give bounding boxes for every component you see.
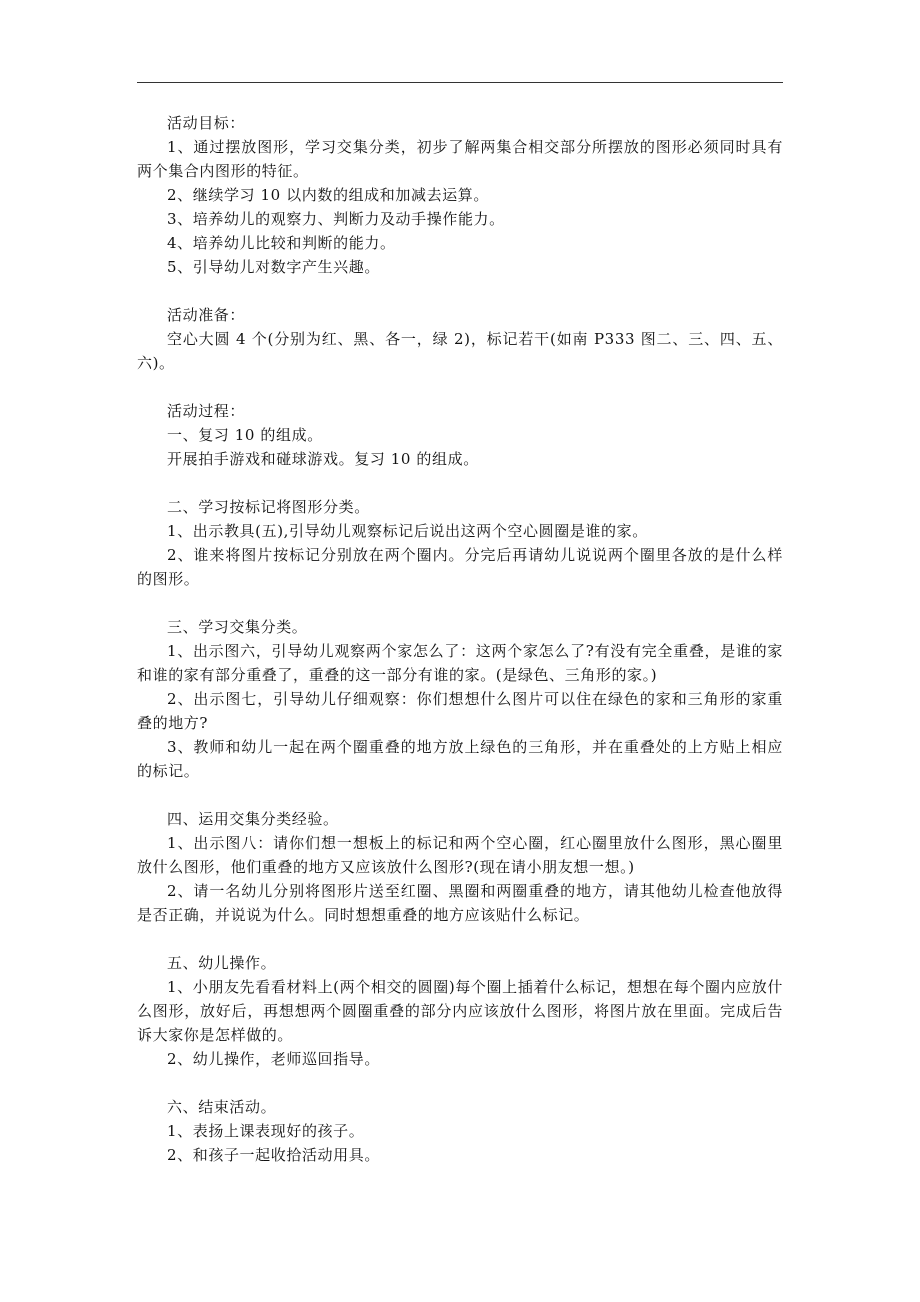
header-rule bbox=[137, 82, 783, 83]
goal-item: 3、培养幼儿的观察力、判断力及动手操作能力。 bbox=[167, 210, 505, 228]
goal-item: 1、通过摆放图形，学习交集分类，初步了解两集合相交部分所摆放的图形必须同时具有两个集合内图形的特征。 bbox=[137, 138, 783, 180]
step-title: 一、复习 10 的组成。 bbox=[167, 426, 323, 444]
document-body bbox=[137, 111, 783, 1167]
step-title: 五、幼儿操作。 bbox=[167, 954, 277, 972]
step-item: 2、出示图七，引导幼儿仔细观察：你们想想什么图片可以住在绿色的家和三角形的家重叠的地方? bbox=[137, 690, 783, 732]
step-item: 1、小朋友先看看材料上(两个相交的圆圈)每个圈上插着什么标记，想想在每个圈内应放什么图形，放好后，再想想两个圆圈重叠的部分内应该放什么图形，将图片放在里面。完成后告诉大家你是怎样做的。 bbox=[137, 978, 783, 1044]
step-item: 2、谁来将图片按标记分别放在两个圈内。分完后再请幼儿说说两个圈里各放的是什么样的图形。 bbox=[137, 546, 783, 588]
step-title: 六、结束活动。 bbox=[167, 1098, 277, 1116]
step-item: 1、出示教具(五),引导幼儿观察标记后说出这两个空心圆圈是谁的家。 bbox=[167, 522, 648, 540]
step-title: 三、学习交集分类。 bbox=[167, 618, 308, 636]
paragraph-gap bbox=[137, 375, 783, 399]
step-item: 2、请一名幼儿分别将图形片送至红圈、黑圈和两圈重叠的地方，请其他幼儿检查他放得是否正确，并说说为什么。同时想想重叠的地方应该贴什么标记。 bbox=[137, 882, 783, 924]
step-item: 2、幼儿操作，老师巡回指导。 bbox=[167, 1050, 380, 1068]
section-heading-goals: 活动目标： bbox=[167, 114, 246, 132]
goal-item: 4、培养幼儿比较和判断的能力。 bbox=[167, 234, 396, 252]
step-item: 1、出示图六，引导幼儿观察两个家怎么了：这两个家怎么了?有没有完全重叠，是谁的家和谁的家有部分重叠了，重叠的这一部分有谁的家。(是绿色、三角形的家。) bbox=[137, 642, 783, 684]
step-title: 二、学习按标记将图形分类。 bbox=[167, 498, 370, 516]
paragraph-gap bbox=[137, 471, 783, 495]
step-item: 2、和孩子一起收拾活动用具。 bbox=[167, 1146, 380, 1164]
step-item: 1、出示图八：请你们想一想板上的标记和两个空心圈，红心圈里放什么图形，黑心圈里放什么图形，他们重叠的地方又应该放什么图形?(现在请小朋友想一想。) bbox=[137, 834, 783, 876]
step-title: 四、运用交集分类经验。 bbox=[167, 810, 339, 828]
paragraph-gap bbox=[137, 783, 783, 807]
section-heading-prep: 活动准备： bbox=[167, 306, 246, 324]
paragraph-gap bbox=[137, 279, 783, 303]
step-item: 开展拍手游戏和碰球游戏。复习 10 的组成。 bbox=[167, 450, 479, 468]
prep-item: 空心大圆 4 个(分别为红、黑、各一，绿 2)，标记若干(如南 P333 图二、三、四、五、六)。 bbox=[137, 330, 783, 372]
paragraph-gap bbox=[137, 591, 783, 615]
paragraph-gap bbox=[137, 1071, 783, 1095]
step-item: 3、教师和幼儿一起在两个圈重叠的地方放上绿色的三角形，并在重叠处的上方贴上相应的标记。 bbox=[137, 738, 783, 780]
step-item: 1、表扬上课表现好的孩子。 bbox=[167, 1122, 365, 1140]
goal-item: 2、继续学习 10 以内数的组成和加减去运算。 bbox=[167, 186, 489, 204]
paragraph-gap bbox=[137, 927, 783, 951]
goal-item: 5、引导幼儿对数字产生兴趣。 bbox=[167, 258, 380, 276]
section-heading-process: 活动过程： bbox=[167, 402, 246, 420]
